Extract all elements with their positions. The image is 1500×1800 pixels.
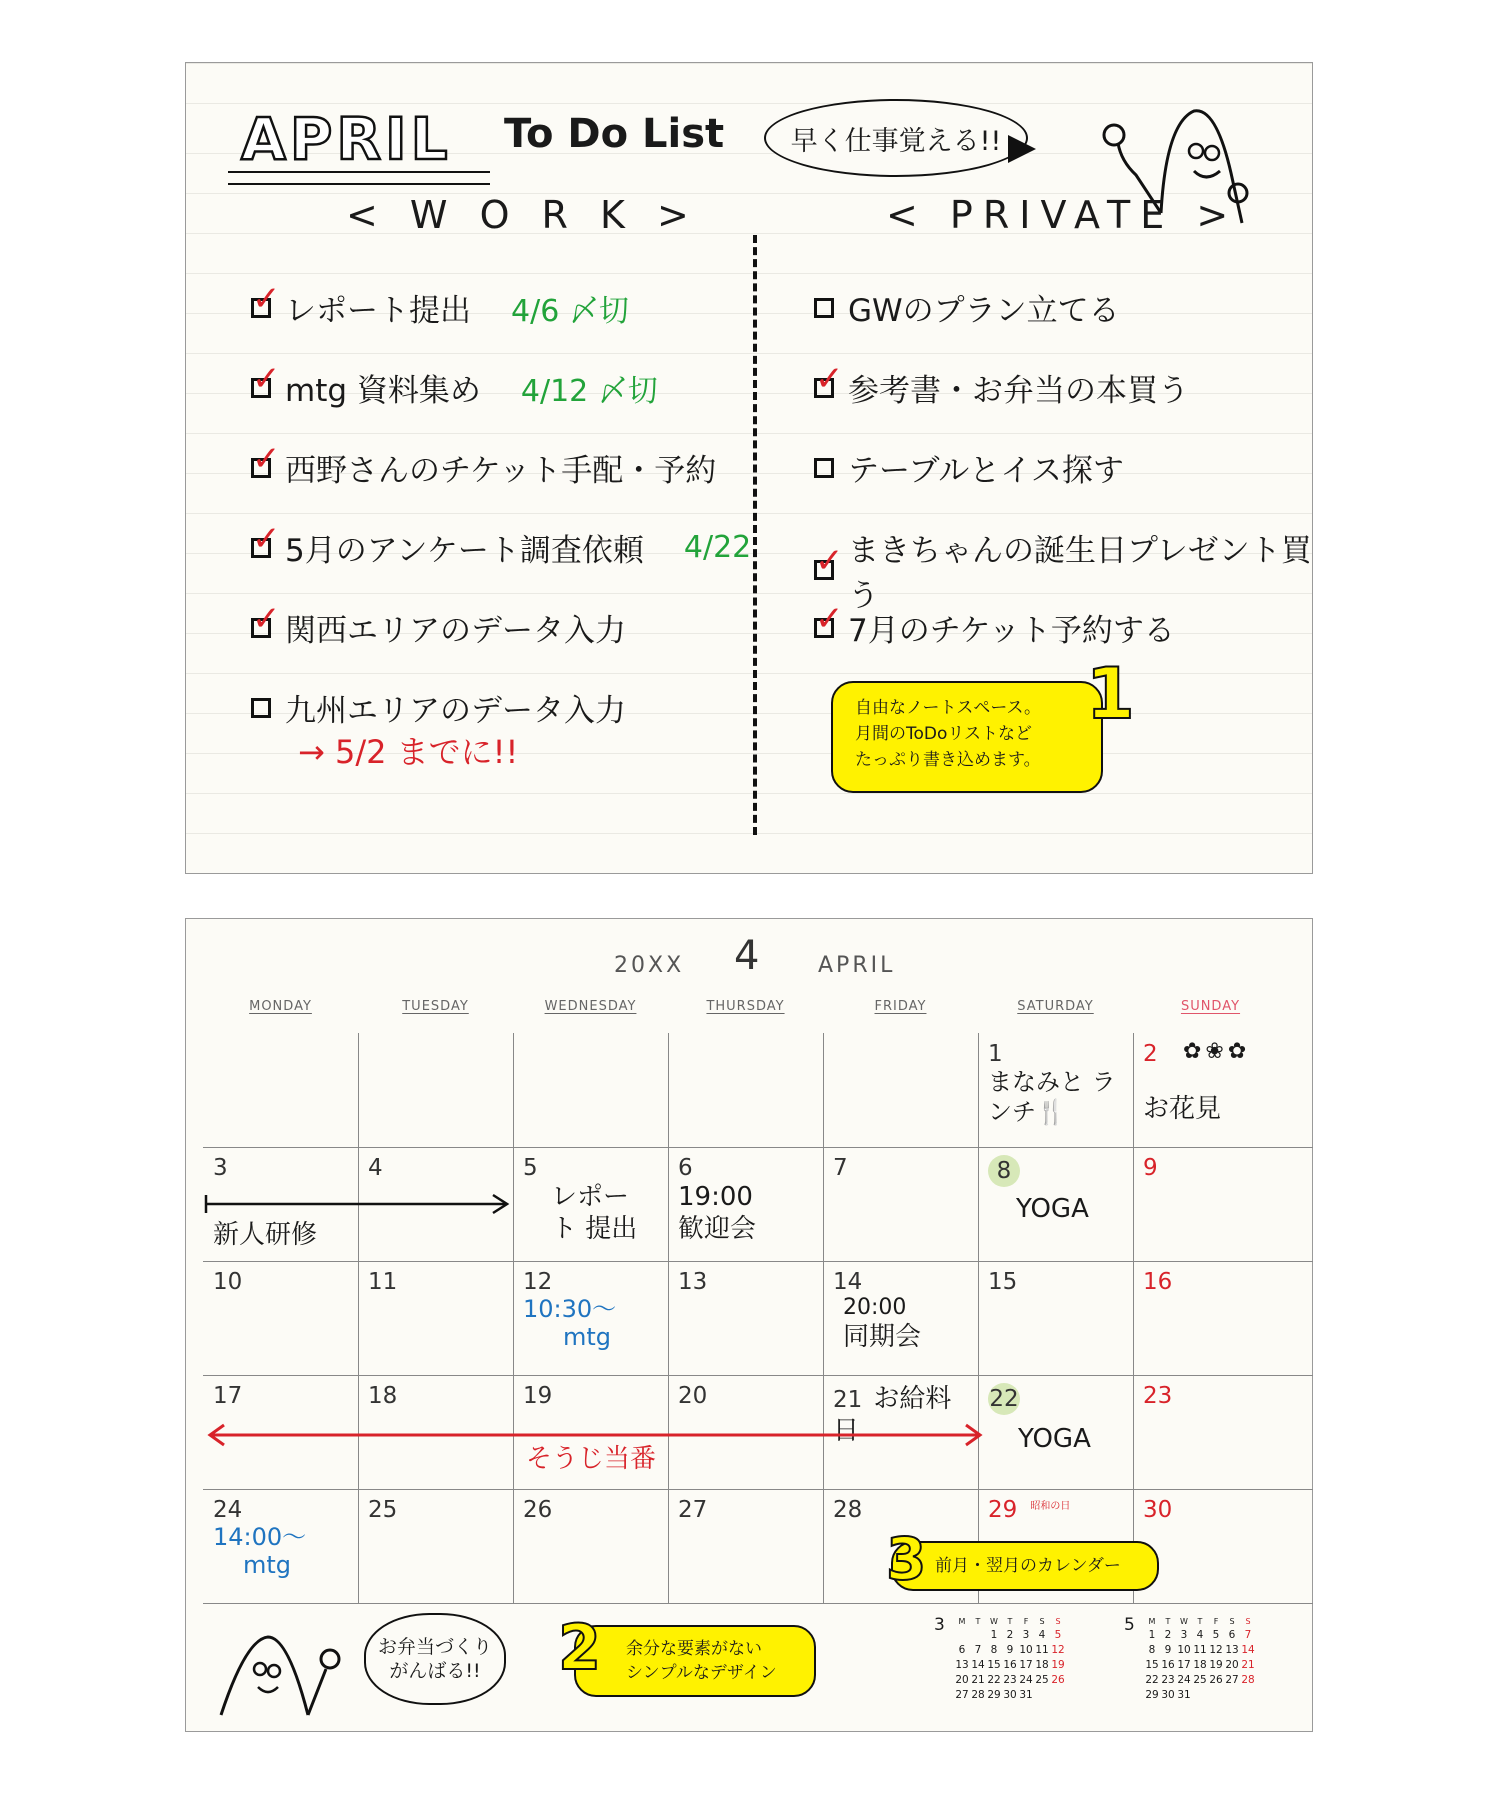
mini-day: 28 [1241, 1674, 1255, 1686]
day-number: 16 [1143, 1269, 1173, 1295]
day-number: 2 [1143, 1041, 1158, 1067]
day-cell[interactable] [203, 1489, 358, 1603]
mini-day: 6 [958, 1644, 966, 1656]
mini-day: 29 [1145, 1689, 1159, 1701]
column-divider [753, 235, 757, 835]
mini-dow: W [990, 1617, 998, 1626]
motivation-speech-bubble: お弁当づくり がんばる!! [364, 1613, 506, 1705]
private-task[interactable] [814, 445, 1124, 490]
mini-dow: W [1180, 1617, 1188, 1626]
mini-day: 7 [974, 1644, 982, 1656]
title-underline [228, 171, 490, 185]
day-number: 14 [833, 1269, 863, 1295]
feature-callout-1 [831, 681, 1103, 793]
mini-dow: S [1039, 1617, 1045, 1626]
day-number: 24 [213, 1497, 243, 1523]
mini-calendar-prev-month: 3 [934, 1615, 945, 1635]
callout-line: たっぷり書き込めます。 [855, 750, 1041, 770]
mini-day: 15 [1145, 1659, 1159, 1671]
arrow-right-icon [203, 1187, 513, 1217]
mini-day: 22 [1145, 1674, 1159, 1686]
mini-day: 27 [955, 1689, 969, 1701]
mini-dow: F [1213, 1617, 1219, 1626]
mini-day: 5 [1054, 1629, 1062, 1641]
mini-day: 29 [987, 1689, 1001, 1701]
day-number: 11 [368, 1269, 398, 1295]
mini-day: 4 [1196, 1629, 1204, 1641]
event-text: 歓迎会 [678, 1214, 757, 1244]
mini-day [1208, 1689, 1224, 1701]
event-time: 20:00 [843, 1295, 907, 1320]
private-task[interactable] [814, 525, 1312, 615]
mini-day: 20 [955, 1674, 969, 1686]
mini-day [970, 1629, 986, 1641]
monthly-calendar-page [185, 918, 1313, 1732]
event-time: 19:00 [678, 1182, 753, 1212]
mini-day: 23 [1003, 1674, 1017, 1686]
calendar-month-number: 4 [734, 933, 760, 979]
callout-text: 前月・翌月のカレンダー [935, 1556, 1121, 1576]
dow-wednesday: WEDNESDAY [544, 999, 637, 1014]
mini-day: 2 [1006, 1629, 1014, 1641]
day-number: 21 [833, 1387, 863, 1413]
work-task[interactable] [251, 685, 626, 730]
day-cell[interactable] [358, 1489, 513, 1603]
mini-day: 11 [1035, 1644, 1049, 1656]
mini-day: 19 [1051, 1659, 1065, 1671]
event-text: お花見 [1143, 1094, 1222, 1124]
day-cell[interactable] [203, 1261, 358, 1375]
mini-dow: S [1055, 1617, 1061, 1626]
callout-line: 自由なノートスペース。 [855, 698, 1041, 718]
private-header: < PRIVATE > [886, 193, 1239, 237]
mini-calendar-next-month: 5 [1124, 1615, 1135, 1635]
mini-day: 14 [971, 1659, 985, 1671]
mini-day: 27 [1225, 1674, 1239, 1686]
dow-monday: MONDAY [249, 999, 312, 1014]
event-text: 新人研修 [213, 1220, 318, 1250]
day-number: 28 [833, 1497, 863, 1523]
task-label: まきちゃんの誕生日プレゼント買う [848, 533, 1312, 614]
day-number: 29 [988, 1497, 1018, 1523]
goal-speech-bubble: 早く仕事覚える!! [764, 99, 1028, 177]
mini-day: 30 [1161, 1689, 1175, 1701]
event-time: 14:00〜 [213, 1523, 307, 1551]
day-number: 9 [1143, 1155, 1158, 1181]
mini-day: 25 [1035, 1674, 1049, 1686]
task-label: 九州エリアのデータ入力 [285, 693, 626, 729]
task-label: mtg 資料集め [285, 373, 481, 409]
day-cell[interactable] [668, 1489, 823, 1603]
mini-day [1034, 1689, 1050, 1701]
private-task[interactable] [814, 365, 1189, 410]
mini-day: 3 [1022, 1629, 1030, 1641]
day-cell[interactable] [1133, 1375, 1288, 1489]
mini-day: 17 [1177, 1659, 1191, 1671]
day-cell[interactable] [978, 1033, 1133, 1147]
day-cell[interactable] [668, 1261, 823, 1375]
task-deadline: 4/12 〆切 [520, 373, 658, 409]
mini-day: 22 [987, 1674, 1001, 1686]
grid-line [203, 1603, 1313, 1604]
day-cell[interactable] [978, 1261, 1133, 1375]
checkbox-checked-icon[interactable] [251, 458, 271, 478]
work-task[interactable] [251, 445, 716, 490]
day-number: 27 [678, 1497, 708, 1523]
mini-day: 26 [1209, 1674, 1223, 1686]
mini-day: 18 [1035, 1659, 1049, 1671]
checkbox-checked-icon[interactable] [814, 618, 834, 638]
mini-dow: T [1007, 1617, 1013, 1626]
checkbox-checked-icon[interactable] [814, 560, 834, 580]
mini-day [1192, 1689, 1208, 1701]
mini-day: 14 [1241, 1644, 1255, 1656]
mini-day: 10 [1177, 1644, 1191, 1656]
dow-thursday: THURSDAY [706, 999, 785, 1014]
calendar-year: 20XX [614, 953, 685, 978]
mini-day: 15 [987, 1659, 1001, 1671]
day-cell[interactable] [1133, 1033, 1288, 1147]
day-cell[interactable] [513, 1261, 668, 1375]
task-label: テーブルとイス探す [848, 453, 1124, 489]
day-number: 26 [523, 1497, 553, 1523]
mini-day: 2 [1164, 1629, 1172, 1641]
task-label: 7月のチケット予約する [848, 613, 1175, 649]
day-number: 18 [368, 1383, 398, 1409]
mini-dow: T [975, 1617, 981, 1626]
mini-day: 13 [1225, 1644, 1239, 1656]
day-number: 15 [988, 1269, 1018, 1295]
todo-subtitle: To Do List [504, 111, 725, 157]
mini-day: 23 [1161, 1674, 1175, 1686]
day-number: 25 [368, 1497, 398, 1523]
event-text: そうじ当番 [526, 1444, 657, 1474]
calendar-month-name: APRIL [818, 953, 896, 978]
event-time: 10:30〜 [523, 1295, 617, 1323]
task-deadline: 4/22 [683, 530, 752, 565]
event-text: まなみと ランチ🍴 [988, 1068, 1116, 1126]
checkbox-checked-icon[interactable] [814, 378, 834, 398]
mini-day: 8 [990, 1644, 998, 1656]
callout-number: 3 [886, 1525, 927, 1593]
day-number: 17 [213, 1383, 243, 1409]
day-number: 3 [213, 1155, 228, 1181]
day-number: 19 [523, 1383, 553, 1409]
event-text: お給料日 [833, 1384, 952, 1446]
day-cell[interactable] [823, 1261, 978, 1375]
work-task[interactable] [251, 365, 658, 410]
mini-dow: T [1165, 1617, 1171, 1626]
checkbox-empty-icon[interactable] [814, 298, 834, 318]
mini-day: 17 [1019, 1659, 1033, 1671]
feature-callout-3 [891, 1541, 1159, 1591]
mini-day: 26 [1051, 1674, 1065, 1686]
mini-dow: S [1245, 1617, 1251, 1626]
day-number: 5 [523, 1155, 538, 1181]
mini-day: 12 [1209, 1644, 1223, 1656]
mini-day: 16 [1003, 1659, 1017, 1671]
mini-day: 25 [1193, 1674, 1207, 1686]
mini-day: 31 [1177, 1689, 1191, 1701]
mini-day: 9 [1164, 1644, 1172, 1656]
mini-day: 9 [1006, 1644, 1014, 1656]
day-number: 23 [1143, 1383, 1173, 1409]
mini-day: 8 [1148, 1644, 1156, 1656]
day-number: 10 [213, 1269, 243, 1295]
event-text: mtg [243, 1551, 292, 1579]
day-number: 20 [678, 1383, 708, 1409]
callout-line: 余分な要素がない [626, 1639, 762, 1659]
day-number: 1 [988, 1041, 1003, 1067]
day-number: 8 [988, 1155, 1020, 1187]
day-cell[interactable] [1133, 1147, 1288, 1261]
task-label: 5月のアンケート調査依頼 [285, 533, 644, 569]
work-header: < W O R K > [346, 193, 699, 237]
day-cell[interactable] [358, 1261, 513, 1375]
day-number: 22 [988, 1383, 1020, 1415]
callout-line: 月間のToDoリストなど [855, 724, 1033, 744]
mini-day: 12 [1051, 1644, 1065, 1656]
task-label: 関西エリアのデータ入力 [285, 613, 626, 649]
dow-friday: FRIDAY [874, 999, 927, 1014]
callout-number: 1 [1086, 653, 1135, 735]
mini-day: 13 [955, 1659, 969, 1671]
mini-day: 30 [1003, 1689, 1017, 1701]
task-label: GWのプラン立てる [848, 293, 1120, 329]
mini-day [1224, 1689, 1240, 1701]
mini-day: 31 [1019, 1689, 1033, 1701]
mini-day: 10 [1019, 1644, 1033, 1656]
feature-callout-2 [574, 1625, 816, 1697]
mini-day: 19 [1209, 1659, 1223, 1671]
mini-day: 1 [990, 1629, 998, 1641]
work-task[interactable] [251, 285, 629, 330]
deadline-note: → 5/2 までに!! [298, 733, 519, 771]
day-number: 13 [678, 1269, 708, 1295]
day-number: 12 [523, 1269, 553, 1295]
event-text: YOGA [1018, 1424, 1091, 1454]
day-number: 30 [1143, 1497, 1173, 1523]
day-number: 6 [678, 1155, 693, 1181]
day-cell[interactable] [978, 1375, 1133, 1489]
day-number: 7 [833, 1155, 848, 1181]
day-cell[interactable] [823, 1147, 978, 1261]
day-cell[interactable] [668, 1147, 823, 1261]
mini-day: 4 [1038, 1629, 1046, 1641]
task-label: 参考書・お弁当の本買う [848, 373, 1189, 409]
task-label: 西野さんのチケット手配・予約 [285, 453, 717, 489]
checkbox-checked-icon[interactable] [251, 538, 271, 558]
callout-line: シンプルなデザイン [626, 1663, 777, 1683]
day-cell[interactable] [513, 1489, 668, 1603]
private-task[interactable] [814, 605, 1175, 650]
checkbox-empty-icon[interactable] [251, 698, 271, 718]
mini-day [1240, 1689, 1256, 1701]
event-text: レポート 提出 [551, 1182, 638, 1244]
event-text: mtg [563, 1323, 612, 1351]
mini-day: 16 [1161, 1659, 1175, 1671]
checkbox-checked-icon[interactable] [251, 378, 271, 398]
mini-day: 20 [1225, 1659, 1239, 1671]
dow-saturday: SATURDAY [1017, 999, 1094, 1014]
day-cell[interactable] [1133, 1261, 1288, 1375]
checkbox-empty-icon[interactable] [814, 458, 834, 478]
mini-calendar-next [1144, 1617, 1256, 1701]
mini-day: 5 [1212, 1629, 1220, 1641]
flower-icon: ✿❀✿ [1183, 1039, 1251, 1064]
mini-dow: T [1197, 1617, 1203, 1626]
mini-day: 3 [1180, 1629, 1188, 1641]
holiday-label: 昭和の日 [1030, 1501, 1071, 1512]
mini-day [954, 1629, 970, 1641]
mini-dow: M [958, 1617, 966, 1626]
private-task[interactable] [814, 285, 1120, 330]
mini-day: 18 [1193, 1659, 1207, 1671]
day-cell[interactable] [513, 1147, 668, 1261]
work-task[interactable] [251, 605, 626, 650]
checkbox-checked-icon[interactable] [251, 298, 271, 318]
day-cell[interactable] [978, 1147, 1133, 1261]
mini-day: 1 [1148, 1629, 1156, 1641]
character-doodle-icon [216, 1619, 356, 1719]
mini-day: 11 [1193, 1644, 1207, 1656]
bubble-tail [1008, 135, 1036, 163]
event-text: YOGA [1016, 1194, 1089, 1224]
mini-day: 21 [971, 1674, 985, 1686]
task-label: レポート提出 [285, 293, 471, 329]
day-cell[interactable] [1133, 1489, 1288, 1603]
event-text: 同期会 [843, 1322, 922, 1352]
mini-day: 21 [1241, 1659, 1255, 1671]
day-number: 4 [368, 1155, 383, 1181]
mini-day: 7 [1244, 1629, 1252, 1641]
mini-dow: S [1229, 1617, 1235, 1626]
dow-tuesday: TUESDAY [402, 999, 469, 1014]
dow-sunday: SUNDAY [1180, 999, 1241, 1014]
mini-day: 6 [1228, 1629, 1236, 1641]
mini-day: 24 [1019, 1674, 1033, 1686]
work-task[interactable] [251, 525, 751, 570]
task-deadline: 4/6 〆切 [511, 293, 629, 329]
mini-day [1050, 1689, 1066, 1701]
mini-dow: M [1148, 1617, 1156, 1626]
mini-day: 28 [971, 1689, 985, 1701]
todo-list-page [185, 62, 1313, 874]
todo-title: APRIL [241, 105, 452, 173]
checkbox-checked-icon[interactable] [251, 618, 271, 638]
mini-day: 24 [1177, 1674, 1191, 1686]
mini-calendar-prev [954, 1617, 1066, 1701]
callout-number: 2 [558, 1611, 602, 1684]
mini-dow: F [1023, 1617, 1029, 1626]
